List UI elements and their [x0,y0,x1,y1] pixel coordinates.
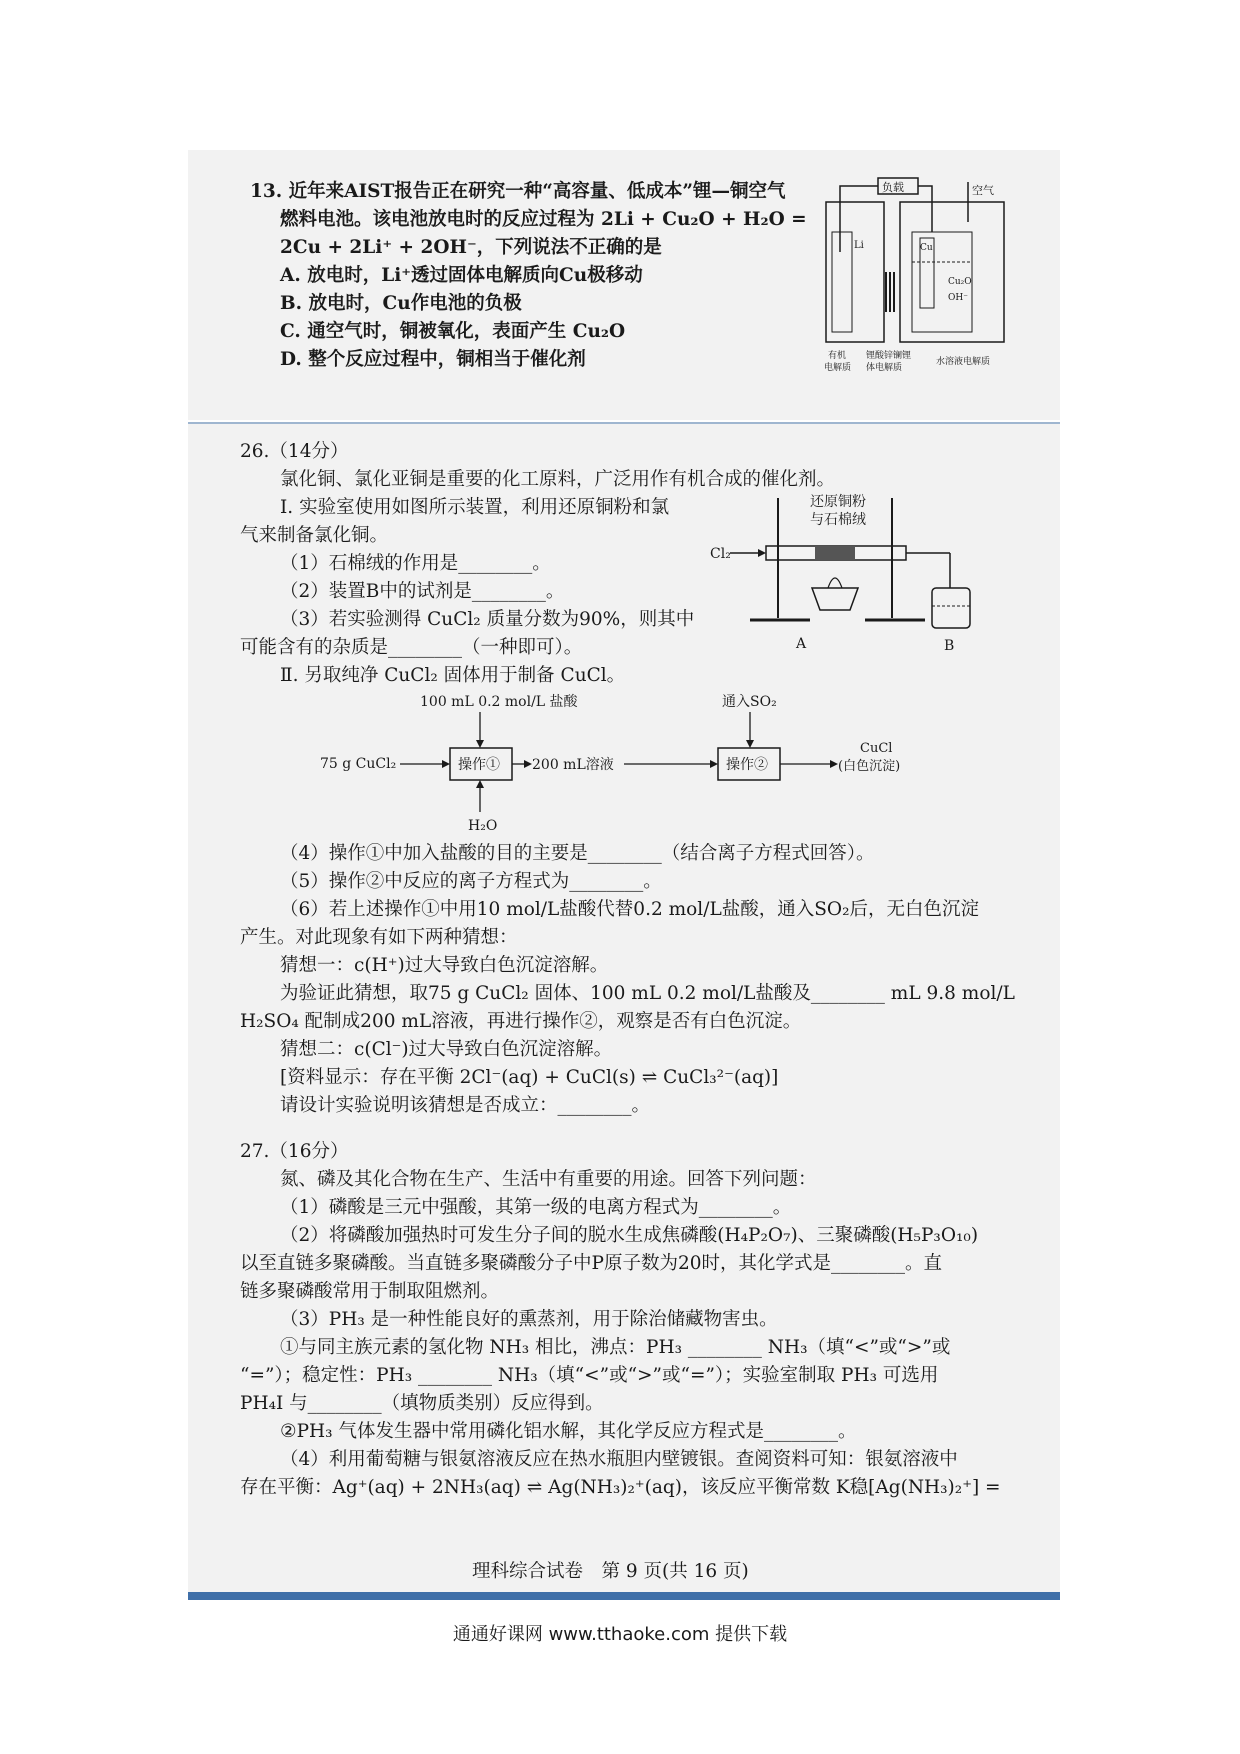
flow-product: (白色沉淀) [838,759,901,774]
copper-powder [815,546,855,560]
aqueous-cell [900,202,1004,342]
organic-label: 有机 [828,351,847,361]
page-footer: 理科综合试卷 第 9 页(共 16 页) [472,1561,749,1582]
q26-line: Ⅱ. 另取纯净 CuCl₂ 固体用于制备 CuCl。 [280,665,626,686]
cl2-arrow-head [758,549,766,557]
battery-diagram [820,172,1020,382]
load-label: 负载 [882,181,904,194]
q27-line: 以至直链多聚磷酸。当直链多聚磷酸分子中P原子数为20时，其化学式是________。直 [240,1253,942,1274]
flow-arrow-head [442,760,450,768]
q13-line: 13. 近年来AIST报告正在研究一种“高容量、低成本”锂—铜空气 [250,181,786,202]
apparatus-diagram [700,488,990,668]
flow-arrow-head [710,760,718,768]
q27-line: 链多聚磷酸常用于制取阻燃剂。 [240,1281,500,1302]
q27-line: ②PH₃ 气体发生器中常用磷化铝水解，其化学反应方程式是________。 [280,1421,857,1442]
q26-line: 猜想一：c(H⁺)过大导致白色沉淀溶解。 [280,955,609,976]
q26-line: 为验证此猜想，取75 g CuCl₂ 固体、100 mL 0.2 mol/L盐酸及________ mL 9.8 mol/L [280,983,1015,1004]
flow-start: 75 g CuCl₂ [320,756,397,772]
flow-arrow-head [476,780,484,788]
aqueous-label: 水溶液电解质 [936,357,991,367]
process-flowchart [310,690,950,840]
cu2o-label: Cu₂O [948,277,972,287]
label-a: A [796,636,807,652]
q27-line: PH₄I 与________（填物质类别）反应得到。 [240,1393,604,1414]
solid-label: 锂酸锌镧锂 [866,351,912,361]
flow-arrow-head [476,740,484,748]
q26-line: （6）若上述操作①中用10 mol/L盐酸代替0.2 mol/L盐酸，通入SO₂后，无白色沉淀 [280,899,979,920]
op1-label: 操作① [458,757,500,773]
q27-line: （2）将磷酸加强热时可发生分子间的脱水生成焦磷酸(H₄P₂O₇)、三聚磷酸(H₅P₃O₁₀) [280,1225,979,1246]
li-label: Li [854,240,864,251]
q26-line: 可能含有的杂质是________（一种即可）。 [240,637,583,658]
li-electrode [832,232,852,332]
flame [828,578,842,588]
lamp [812,588,858,610]
q26-line: 请设计实验说明该猜想是否成立：________。 [280,1095,651,1116]
q26-line: Ⅰ. 实验室使用如图所示装置，利用还原铜粉和氯 [280,497,670,518]
q13-option-a: A. 放电时，Li⁺透过固体电解质向Cu极移动 [280,265,643,286]
q27-line: 氮、磷及其化合物在生产、生活中有重要的用途。回答下列问题： [280,1169,817,1190]
wire-right [918,186,932,232]
bottle-b [932,588,970,628]
q26-line: H₂SO₄ 配制成200 mL溶液，再进行操作②，观察是否有白色沉淀。 [240,1011,802,1032]
q27-line: （1）磷酸是三元中强酸，其第一级的电离方程式为________。 [280,1197,792,1218]
q26-line: （5）操作②中反应的离子方程式为________。 [280,871,662,892]
flow-water: H₂O [468,818,498,834]
q26-line: [资料显示：存在平衡 2Cl⁻(aq) + CuCl(s) ⇌ CuCl₃²⁻(aq)] [280,1067,779,1088]
flow-arrow-head [524,760,532,768]
q13-option-d: D. 整个反应过程中，铜相当于催化剂 [280,349,586,370]
q26-line: 猜想二：c(Cl⁻)过大导致白色沉淀溶解。 [280,1039,613,1060]
air-label: 空气 [972,184,994,197]
q13-line: 燃料电池。该电池放电时的反应过程为 2Li + Cu₂O + H₂O = [280,209,807,230]
flow-acid: 100 mL 0.2 mol/L 盐酸 [420,694,578,710]
q27-heading: 27.（16分） [240,1141,349,1162]
flow-mid: 200 mL溶液 [532,757,614,773]
label-b: B [944,638,955,654]
apparatus-label: 还原铜粉 [810,494,866,510]
site-footer: 通通好课网 www.tthaoke.com 提供下载 [452,1624,788,1645]
q27-line: 存在平衡：Ag⁺(aq) + 2NH₃(aq) ⇌ Ag(NH₃)₂⁺(aq)，该反应平衡常数 K稳[Ag(NH₃)₂⁺] = [240,1477,1001,1498]
organic-cell [826,202,884,342]
q27-line: “=”）；稳定性：PH₃ ________ NH₃（填“<”或“>”或“=”）；实验室制取 PH₃ 可选用 [240,1365,939,1386]
solid-label: 体电解质 [866,363,903,373]
flow-arrow-head [830,760,838,768]
flow-product: CuCl [860,741,893,756]
oh-label: OH⁻ [948,293,968,303]
q26-line: （3）若实验测得 CuCl₂ 质量分数为90%，则其中 [280,609,695,630]
q26-line: 产生。对此现象有如下两种猜想： [240,927,518,948]
q27-line: （4）利用葡萄糖与银氨溶液反应在热水瓶胆内壁镀银。查阅资料可知：银氨溶液中 [280,1449,958,1470]
q26-heading: 26.（14分） [240,441,349,462]
page-bottom-bar [188,1592,1060,1600]
q27-line: ①与同主族元素的氢化物 NH₃ 相比，沸点：PH₃ ________ NH₃（填“<”或“>”或 [280,1337,951,1358]
q26-line: 氯化铜、氯化亚铜是重要的化工原料，广泛用作有机合成的催化剂。 [280,469,836,490]
flow-so2: 通入SO₂ [722,694,777,710]
q13-line: 2Cu + 2Li⁺ + 2OH⁻，下列说法不正确的是 [280,237,662,258]
q13-option-b: B. 放电时，Cu作电池的负极 [280,293,522,314]
q26-line: （4）操作①中加入盐酸的目的主要是________（结合离子方程式回答）。 [280,843,875,864]
q13-option-c: C. 通空气时，铜被氧化，表面产生 Cu₂O [280,321,626,342]
organic-label: 电解质 [824,363,852,373]
flow-arrow-head [746,740,754,748]
op2-label: 操作② [726,757,768,773]
q26-line: 气来制备氯化铜。 [240,525,389,546]
q26-line: （1）石棉绒的作用是________。 [280,553,551,574]
q26-line: （2）装置B中的试剂是________。 [280,581,565,602]
q27-line: （3）PH₃ 是一种性能良好的熏蒸剂，用于除治储藏物害虫。 [280,1309,778,1330]
apparatus-label: 与石棉绒 [810,512,866,528]
cu-label: Cu [920,243,933,253]
cl2-label: Cl₂ [710,546,731,562]
